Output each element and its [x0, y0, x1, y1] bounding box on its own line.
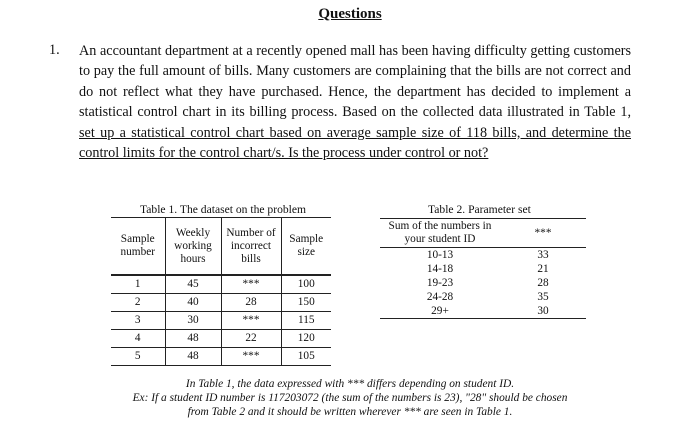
table-cell: 33 — [537, 248, 549, 261]
table-cell: *** — [221, 348, 281, 366]
table-cell: 4 — [111, 330, 165, 348]
note-line-2: Ex: If a student ID number is 117203072 (the sum of the numbers is 23), "28" should be chosen — [132, 392, 568, 404]
table-cell: 28 — [537, 276, 549, 289]
question-text-underlined: set up a statistical control chart based on average sample size of 118 bills, and determine the control limits for the control chart/s. Is the process under control or not? — [79, 124, 631, 162]
table-cell: 115 — [281, 312, 331, 330]
table-cell: 10-13 — [426, 248, 454, 261]
note-line-3: from Table 2 and it should be written wherever *** are seen in Table 1. — [187, 406, 513, 418]
table-row — [111, 330, 331, 348]
table1-header-incorrect-bills: Number of incorrect bills — [221, 218, 281, 276]
table-cell: 5 — [111, 348, 165, 366]
table1-header-sample-size: Sample size — [281, 218, 331, 276]
table-cell: 48 — [165, 330, 221, 348]
table-row — [111, 294, 331, 312]
table-cell: 45 — [165, 275, 221, 294]
table-cell: 1 — [111, 275, 165, 294]
table2-header-value: *** — [500, 219, 586, 248]
table-row — [111, 312, 331, 330]
table2-caption: Table 2. Parameter set — [428, 203, 531, 216]
question-number: 1. — [49, 42, 60, 58]
table-cell: 100 — [281, 275, 331, 294]
table-cell: 2 — [111, 294, 165, 312]
table-cell: 30 — [500, 304, 586, 319]
table-cell: 14-18 — [426, 262, 454, 275]
table-row — [380, 276, 586, 290]
table-row — [380, 304, 586, 319]
table-row — [380, 262, 586, 276]
table-cell: 35 — [537, 290, 549, 303]
question-text-plain: An accountant department at a recently opened mall has been having difficulty getting customers to pay the full amount of bills. Many customers are complaining that the bills are not correct and do not reflect what they have purchased. Hence, the department has decided to implement a statistical control chart in its billing process. Based on the collected data illustrated in Table 1, — [79, 43, 631, 121]
table1-header-sample-number: Sample number — [111, 218, 165, 276]
table-cell: 22 — [221, 330, 281, 348]
table-cell: *** — [221, 312, 281, 330]
table1-caption: Table 1. The dataset on the problem — [140, 203, 307, 216]
table-row — [111, 348, 331, 366]
table-cell: 19-23 — [426, 276, 454, 289]
table-cell: 24-28 — [426, 290, 454, 303]
note-line-1: In Table 1, the data expressed with *** differs depending on student ID. — [185, 378, 515, 390]
table1-header-working-hours: Weekly working hours — [165, 218, 221, 276]
table-cell: 40 — [165, 294, 221, 312]
table-cell: 105 — [281, 348, 331, 366]
table-cell: 3 — [111, 312, 165, 330]
table-row — [111, 275, 331, 294]
table-cell: 29+ — [380, 304, 500, 319]
table-cell: 120 — [281, 330, 331, 348]
table-row — [380, 290, 586, 304]
table-cell: 150 — [281, 294, 331, 312]
table2 — [380, 218, 586, 319]
table-cell: *** — [221, 275, 281, 294]
table-cell: 28 — [221, 294, 281, 312]
table1 — [111, 217, 331, 366]
table-cell: 21 — [537, 262, 549, 275]
question-text — [79, 41, 631, 163]
table-row — [380, 248, 586, 263]
table-cell: 30 — [165, 312, 221, 330]
table2-header-sum: Sum of the numbers in your student ID — [380, 219, 500, 248]
page-title: Questions — [318, 6, 382, 22]
table-cell: 48 — [165, 348, 221, 366]
